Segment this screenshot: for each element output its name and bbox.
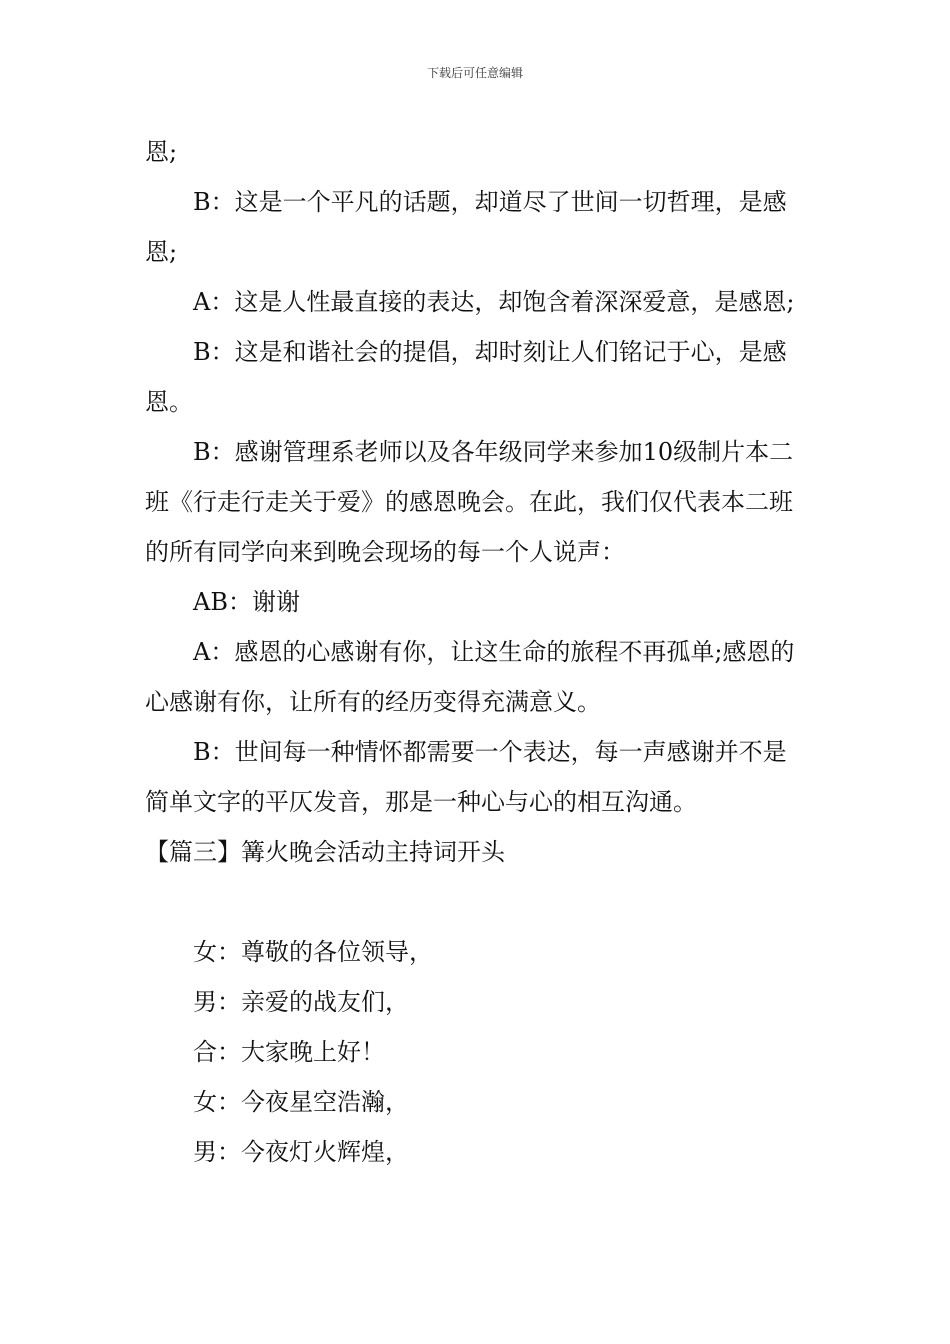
- paragraph: B：世间每一种情怀都需要一个表达，每一声感谢并不是简单文字的平仄发音，那是一种心与心的相互沟通。: [145, 738, 787, 816]
- dialogue-line: 女：今夜星空浩瀚，: [193, 1088, 409, 1116]
- paragraph-continuation: 恩;: [145, 138, 178, 166]
- page-header: 下载后可任意编辑: [426, 66, 523, 80]
- paragraph: A：感恩的心感谢有你，让这生命的旅程不再孤单;感恩的心感谢有你，让所有的经历变得充满意义。: [145, 638, 795, 716]
- dialogue-line: 合：大家晚上好！: [193, 1038, 385, 1066]
- paragraph: B：这是和谐社会的提倡，却时刻让人们铭记于心，是感恩。: [145, 338, 787, 416]
- dialogue-line: 女：尊敬的各位领导，: [193, 938, 433, 966]
- dialogue-line: 男：今夜灯火辉煌，: [193, 1138, 409, 1166]
- paragraph: B：这是一个平凡的话题，却道尽了世间一切哲理，是感恩;: [145, 188, 787, 266]
- section-title: 【篇三】篝火晚会活动主持词开头: [145, 838, 505, 866]
- dialogue-line: 男：亲爱的战友们，: [193, 988, 409, 1016]
- blank-line: [145, 877, 809, 927]
- paragraph: B：感谢管理系老师以及各年级同学来参加10级制片本二班《行走行走关于爱》的感恩晚会。在此，我们仅代表本二班的所有同学向来到晚会现场的每一个人说声：: [145, 438, 794, 566]
- paragraph: A：这是人性最直接的表达，却饱含着深深爱意，是感恩;: [193, 288, 795, 316]
- document-body: [145, 127, 809, 1177]
- paragraph: AB：谢谢: [193, 588, 300, 616]
